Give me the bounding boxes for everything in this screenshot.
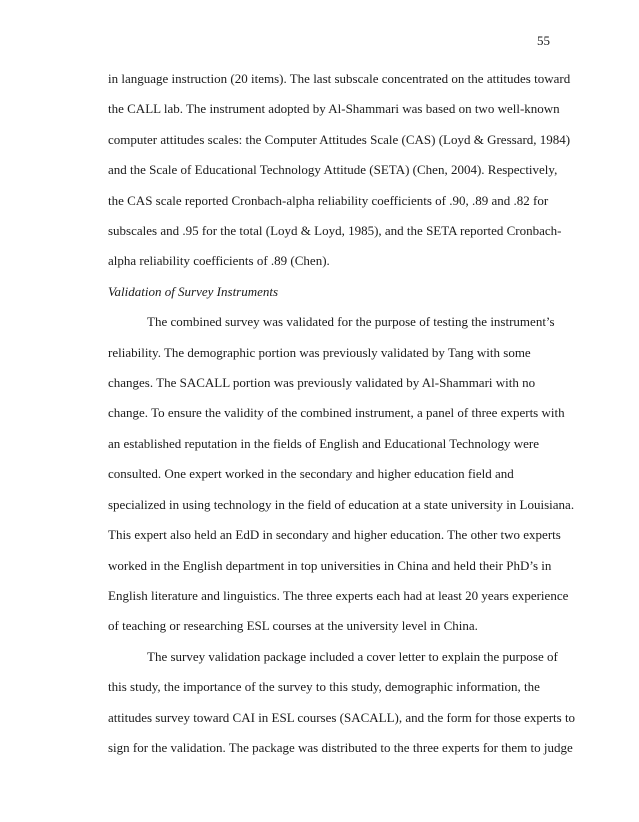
paragraph-line: changes. The SACALL portion was previously validated by Al-Shammari with no <box>108 375 536 391</box>
paragraph-line: change. To ensure the validity of the combined instrument, a panel of three experts with <box>108 405 565 421</box>
paragraph-line: computer attitudes scales: the Computer Attitudes Scale (CAS) (Loyd & Gressard, 1984) <box>108 131 571 147</box>
paragraph-line: subscales and .95 for the total (Loyd & Loyd, 1985), and the SETA reported Cronbach- <box>108 223 562 239</box>
paragraph-line: alpha reliability coefficients of .89 (Chen). <box>108 253 330 269</box>
paragraph-line: attitudes survey toward CAI in ESL courses (SACALL), and the form for those experts to <box>108 709 576 725</box>
page-number: 55 <box>537 33 550 48</box>
paragraph-line: of teaching or researching ESL courses at the university level in China. <box>108 618 478 634</box>
paragraph-line: This expert also held an EdD in secondary and higher education. The other two experts <box>108 527 561 543</box>
paragraph-2 <box>108 307 578 641</box>
paragraph-line: worked in the English department in top universities in China and held their PhD’s in <box>108 557 552 573</box>
paragraph-line: specialized in using technology in the field of education at a state university in Louisiana. <box>108 496 575 512</box>
section-heading: Validation of Survey Instruments <box>108 283 279 299</box>
paragraph-line: English literature and linguistics. The three experts each had at least 20 years experience <box>108 587 569 603</box>
paragraph-line: this study, the importance of the survey to this study, demographic information, the <box>108 679 540 695</box>
paragraph-3 <box>108 642 578 764</box>
paragraph-line: the CAS scale reported Cronbach-alpha reliability coefficients of .90, .89 and .82 for <box>108 192 549 208</box>
paragraph-line: sign for the validation. The package was distributed to the three experts for them to judge <box>108 739 573 755</box>
paragraph-line: The combined survey was validated for the purpose of testing the instrument’s <box>147 314 555 330</box>
paragraph-line: in language instruction (20 items). The last subscale concentrated on the attitudes toward <box>108 71 571 86</box>
paragraph-line: an established reputation in the fields of English and Educational Technology were <box>108 435 539 451</box>
paragraph-line: and the Scale of Educational Technology Attitude (SETA) (Chen, 2004). Respectively, <box>108 162 558 178</box>
paragraph-line: consulted. One expert worked in the secondary and higher education field and <box>108 466 514 482</box>
paragraph-line: the CALL lab. The instrument adopted by Al-Shammari was based on two well-known <box>108 101 560 117</box>
paragraph-line: reliability. The demographic portion was previously validated by Tang with some <box>108 344 531 360</box>
paragraph-line: The survey validation package included a cover letter to explain the purpose of <box>147 648 558 664</box>
page-body <box>108 64 578 763</box>
paragraph-1 <box>108 64 578 277</box>
